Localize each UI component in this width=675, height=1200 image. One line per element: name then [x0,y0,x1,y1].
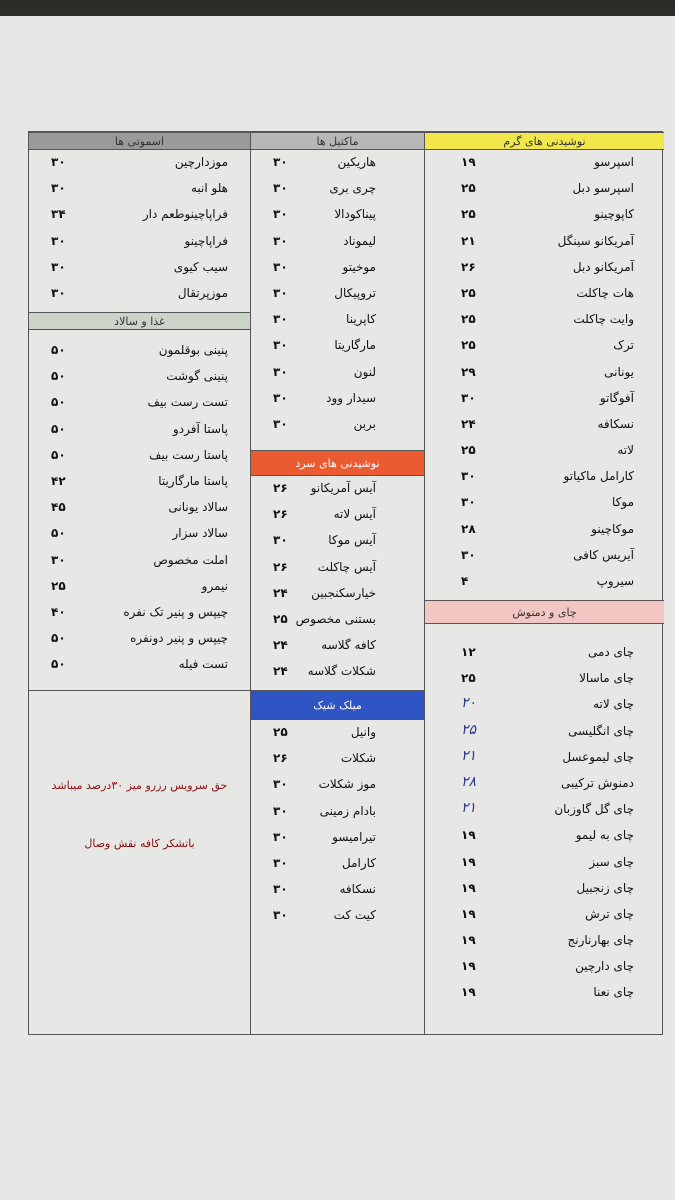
menu-item-name: پنینی بوقلمون [158,343,228,357]
menu-item-price: ۵۰ [51,395,66,410]
menu-item-name: کارامل [341,855,376,870]
menu-item-price: ۲۵ [461,312,476,327]
menu-item-row [425,386,664,412]
menu-item-price: ۳۰ [273,908,288,923]
menu-item-price: ۳۰ [273,855,288,870]
menu-item-price: ۴ [461,574,469,588]
menu-item-name: چای دارچین [575,959,634,974]
menu-item-price: ۲۶ [273,751,288,766]
menu-item-name: شکلات [340,751,376,766]
menu-item-row [251,412,424,438]
menu-item-row [29,469,250,495]
menu-item-row [251,799,424,825]
menu-item-price: ۳۰ [51,285,66,300]
menu-item-row [425,517,664,543]
menu-item-row [251,555,424,581]
section-header-hot-drinks: نوشیدنی های گرم [425,132,664,150]
menu-item-row [425,797,664,823]
menu-item-price: ۲۱ [461,747,477,764]
menu-item-row [425,360,664,386]
menu-item-row [251,255,424,281]
menu-item-price: ۳۰ [273,390,288,405]
menu-item-name: بستنی مخصوص [295,611,376,626]
menu-item-row [425,438,664,464]
menu-item-price: ۲۴ [273,585,288,600]
menu-item-row [251,581,424,607]
menu-item-name: چای بهارنارنج [567,933,634,948]
menu-item-row [251,633,424,659]
menu-item-name: بادام زمینی [319,803,376,818]
menu-item-name: کیت کت [333,908,376,923]
menu-item-name: هاریکین [337,155,376,169]
menu-item-row [29,417,250,443]
menu-item-row [425,281,664,307]
menu-item-name: هات چاکلت [576,285,634,300]
menu-item-row [425,333,664,359]
menu-item-name: موکا [612,495,634,510]
menu-item-row [29,364,250,390]
menu-item-name: آیس لاته [333,507,376,522]
menu-item-row [29,626,250,652]
menu-item-name: فراپاچینو [184,233,228,248]
menu-item-row [251,746,424,772]
menu-item-name: مارگاریتا [334,338,376,353]
menu-item-name: لیموناد [343,233,376,248]
notes-box [29,690,250,1034]
menu-item-price: ۵۰ [51,343,66,357]
section-header-smoothies: اسموتی ها [29,132,250,150]
menu-item-name: موز شکلات [318,777,376,792]
smoothies-list [29,150,250,307]
menu-item-price: ۱۹ [461,828,476,843]
menu-item-price: ۳۰ [273,829,288,844]
menu-item-row [251,851,424,877]
menu-item-price: ۱۹ [461,880,476,895]
menu-item-price: ۳۴ [51,207,66,222]
menu-item-name: پیناکودالا [334,207,376,222]
menu-item-price: ۱۹ [461,906,476,921]
menu-item-row [251,877,424,903]
menu-item-price: ۳۰ [51,233,66,248]
menu-item-price: ۳۰ [461,495,476,510]
menu-item-name: کارامل ماکیاتو [563,469,634,484]
menu-item-name: آیس چاکلت [317,559,376,574]
food-salad-list [29,338,250,678]
menu-item-name: املت مخصوص [153,552,228,567]
menu-item-row [251,825,424,851]
menu-item-price: ۲۶ [273,481,288,495]
hot-drinks-list [425,150,664,595]
menu-item-row [425,176,664,202]
menu-item-name: چیپس و پنیر دونفره [130,631,228,646]
menu-item-price: ۳۰ [461,547,476,562]
menu-item-row [29,390,250,416]
menu-item-price: ۱۹ [461,155,476,169]
menu-item-row [251,502,424,528]
column-middle [251,132,425,1034]
menu-item-price: ۳۰ [461,469,476,484]
menu-item-name: آیس آمریکانو [310,481,376,495]
menu-item-row [425,150,664,176]
menu-item-name: کاپوچینو [594,207,634,222]
menu-item-name: سالاد یونانی [168,500,228,515]
menu-item-name: هلو انبه [190,181,228,196]
menu-item-row [425,980,664,1006]
menu-item-row [425,412,664,438]
column-right [425,132,664,1034]
menu-item-price: ۲۵ [461,207,476,222]
menu-item-name: موزپرتقال [177,285,228,300]
menu-item-price: ۳۰ [273,312,288,327]
menu-item-row [425,692,664,718]
menu-item-name: چای ترش [585,906,634,921]
menu-item-price: ۲۵ [461,443,476,458]
menu-item-name: تست رست بیف [147,395,228,410]
menu-item-row [425,850,664,876]
menu-item-name: چای ماسالا [579,671,634,686]
menu-item-name: نسکافه [597,416,634,431]
menu-item-name: سیدار وود [326,390,376,405]
menu-item-row [251,386,424,412]
menu-item-name: لاته [617,443,634,458]
menu-item-name: وایت چاکلت [573,312,634,327]
menu-item-name: موکاچینو [591,521,634,536]
menu-item-name: تیرامیسو [332,829,376,844]
menu-item-name: سیب کیوی [173,259,228,274]
milkshake-list [251,720,424,930]
menu-item-name: فراپاچینوطعم دار [142,207,228,222]
menu-item-row [251,607,424,633]
menu-item-price: ۵۰ [51,631,66,646]
menu-item-row [251,720,424,746]
menu-item-price: ۳۰ [273,207,288,222]
menu-item-price: ۳۰ [51,155,66,169]
menu-item-price: ۲۵ [461,285,476,300]
menu-item-row [29,176,250,202]
menu-item-name: موزدارچین [174,155,228,169]
menu-item-price: ۳۰ [51,552,66,567]
menu-item-price: ۳۰ [51,259,66,274]
menu-item-row [29,255,250,281]
menu-item-name: نسکافه [339,882,376,897]
menu-item-name: پنینی گوشت [166,369,228,384]
tea-herbal-list [425,640,664,1007]
menu-item-price: ۴۲ [51,473,66,488]
menu-item-price: ۳۰ [461,390,476,405]
cold-drinks-list [251,476,424,686]
menu-item-name: دمنوش ترکیبی [561,775,634,790]
menu-item-price: ۱۲ [461,645,476,659]
menu-item-name: موخیتو [342,259,376,274]
menu-item-price: ۴۰ [51,604,66,619]
menu-board [28,131,663,1035]
menu-item-name: شکلات گلاسه [307,664,376,679]
menu-item-price: ۲۶ [273,559,288,574]
menu-item-row [425,202,664,228]
column-left [29,132,251,1034]
menu-item-row [251,476,424,502]
menu-item-name: چای زنجبیل [576,880,634,895]
section-header-milkshake: میلک شیک [251,690,424,720]
menu-item-price: ۲۵ [273,611,288,626]
menu-item-price: ۲۱ [461,233,476,248]
menu-item-name: تروپیکال [334,285,376,300]
menu-item-name: پاستا آفردو [173,421,228,436]
menu-item-row [29,574,250,600]
menu-item-row [425,954,664,980]
mocktails-list [251,150,424,438]
menu-item-price: ۲۴ [461,416,476,431]
menu-item-name: پاستا مارگاریتا [158,473,228,488]
service-charge-note: حق سرویس رزرو میز ۳۰درصد میباشد [51,779,228,792]
menu-item-name: سالاد سزار [172,526,228,541]
menu-item-row [425,640,664,666]
menu-item-row [425,928,664,954]
menu-item-name: پاستا رست بیف [149,447,228,462]
menu-item-row [29,521,250,547]
menu-item-row [29,652,250,678]
menu-item-row [251,202,424,228]
menu-item-name: خیارسکنجبین [311,585,376,600]
menu-item-name: آفوگاتو [599,390,634,405]
menu-item-row [29,281,250,307]
menu-item-name: اسپرسو دبل [572,181,634,196]
menu-item-name: چای انگلیسی [568,723,634,738]
menu-item-row [425,771,664,797]
menu-item-name: ترک [613,338,634,353]
section-header-cold-drinks: نوشیدنی های سرد [251,450,424,476]
menu-item-price: ۲۶ [273,507,288,522]
menu-item-row [425,569,664,595]
menu-item-price: ۳۰ [273,285,288,300]
section-header-mocktails: ماکتیل ها [251,132,424,150]
menu-item-name: آیریس کافی [573,547,634,562]
menu-item-name: نیمرو [201,578,228,593]
menu-item-price: ۳۰ [273,181,288,196]
menu-item-row [251,229,424,255]
menu-item-price: ۳۰ [273,259,288,274]
menu-item-price: ۴۵ [51,500,66,515]
menu-item-name: اسپرسو [594,155,634,169]
menu-item-price: ۲۰ [461,695,477,712]
menu-item-row [251,281,424,307]
menu-item-price: ۲۵ [273,725,288,739]
menu-item-row [251,528,424,554]
menu-item-name: چیپس و پنیر تک نفره [123,604,228,619]
menu-item-row [251,307,424,333]
menu-item-price: ۳۰ [273,364,288,379]
menu-item-row [425,902,664,928]
menu-item-row [425,490,664,516]
section-header-tea-herbal: چای و دمنوش [425,600,664,624]
menu-item-row [29,443,250,469]
menu-item-row [251,772,424,798]
menu-item-name: لنون [353,364,376,379]
menu-item-name: بربن [353,416,376,431]
menu-item-row [29,495,250,521]
menu-item-row [425,307,664,333]
menu-item-name: آیس موکا [328,533,376,548]
menu-item-row [425,876,664,902]
menu-item-row [425,229,664,255]
menu-item-row [251,150,424,176]
menu-item-name: یونانی [604,364,634,379]
menu-item-name: چای به لیمو [575,828,634,843]
menu-item-row [251,176,424,202]
section-header-food-salad: غذا و سالاد [29,312,250,330]
menu-item-price: ۵۰ [51,421,66,436]
menu-item-price: ۲۵ [461,671,476,686]
menu-item-row [251,659,424,685]
menu-item-row [425,255,664,281]
menu-item-row [29,229,250,255]
menu-item-name: سیروپ [596,574,634,588]
menu-item-price: ۲۵ [461,338,476,353]
menu-item-name: کاپرینا [346,312,376,327]
menu-item-name: وانیل [350,725,376,739]
menu-item-price: ۳۰ [273,882,288,897]
menu-item-price: ۵۰ [51,657,66,672]
menu-item-price: ۵۰ [51,526,66,541]
menu-item-price: ۳۰ [273,416,288,431]
menu-item-name: چای گل گاوزبان [554,802,634,817]
menu-item-row [425,823,664,849]
menu-item-name: آمریکانو دبل [572,259,634,274]
menu-item-price: ۲۶ [461,259,476,274]
menu-item-price: ۳۰ [273,155,288,169]
menu-item-price: ۳۰ [273,533,288,548]
menu-item-row [251,360,424,386]
menu-item-price: ۲۴ [273,638,288,653]
menu-item-price: ۲۵ [51,578,66,593]
menu-item-row [29,338,250,364]
menu-item-row [425,464,664,490]
menu-item-price: ۳۰ [273,803,288,818]
menu-item-name: چری بری [329,181,376,196]
menu-item-price: ۲۸ [461,521,476,536]
thanks-note: باتشکر کافه نقش وصال [84,837,195,850]
menu-item-name: چای سبز [589,854,634,869]
menu-item-name: چای لاته [593,697,634,712]
menu-item-row [29,600,250,626]
menu-item-price: ۲۴ [273,664,288,679]
menu-item-price: ۲۸ [461,773,477,790]
menu-item-name: چای نعنا [593,985,634,1000]
menu-item-price: ۵۰ [51,369,66,384]
menu-item-row [251,903,424,929]
menu-item-row [251,333,424,359]
menu-item-price: ۲۵ [461,721,477,738]
menu-item-name: آمریکانو سینگل [557,233,634,248]
menu-item-row [29,150,250,176]
menu-item-price: ۱۹ [461,959,476,974]
menu-item-price: ۲۹ [461,364,476,379]
menu-item-price: ۱۹ [461,933,476,948]
menu-item-price: ۲۵ [461,181,476,196]
menu-item-name: چای لیموعسل [562,749,634,764]
menu-item-row [425,543,664,569]
menu-item-price: ۲۱ [461,800,477,817]
menu-item-name: کافه گلاسه [321,638,376,653]
menu-item-price: ۱۹ [461,854,476,869]
menu-item-row [425,666,664,692]
menu-item-price: ۱۹ [461,985,476,1000]
menu-item-name: تست فیله [178,657,228,672]
menu-item-price: ۳۰ [273,338,288,353]
menu-item-row [425,719,664,745]
menu-item-price: ۳۰ [273,777,288,792]
menu-item-row [29,548,250,574]
menu-item-price: ۳۰ [51,181,66,196]
menu-item-price: ۵۰ [51,447,66,462]
menu-item-name: چای دمی [587,645,634,659]
menu-item-price: ۳۰ [273,233,288,248]
menu-item-row [425,745,664,771]
menu-item-row [29,202,250,228]
